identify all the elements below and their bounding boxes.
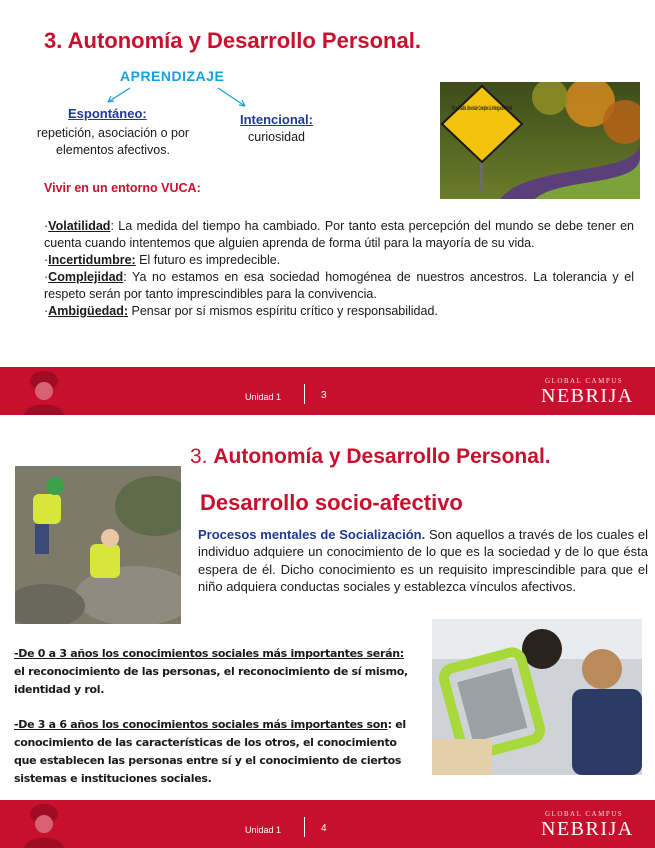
vuca-desc: El futuro es impredecible. (135, 253, 281, 267)
slide-title (190, 445, 551, 469)
age-0-3-body: el reconocimiento de las personas, el reconocimiento de sí mismo, identidad y rol. (14, 665, 408, 696)
age-3-6-body: el conocimiento de las características de los otros, el conocimiento que establecen las personas entre sí y el conocimiento de ciertos sistemas e instituciones sociales. (14, 718, 406, 785)
vuca-item: ·Complejidad: Ya no estamos en esa sociedad homogénea de nuestros ancestros. La tolerancia y el respeto serán por tanto imprescindibles para la convivencia. (44, 270, 634, 301)
age-0-3-block (14, 645, 412, 699)
children-mirror-photo (432, 619, 642, 775)
age-3-6-colon: : (387, 718, 392, 731)
slide-3 (0, 0, 655, 415)
footer-unit: Unidad 1 (245, 392, 282, 402)
vuca-term: Complejidad (48, 270, 124, 284)
procesos-term: Procesos mentales de Socialización. (198, 527, 426, 542)
vuca-desc: Pensar por sí mismos espíritu crítico y responsabilidad. (128, 304, 438, 318)
slide-4 (0, 424, 655, 848)
vuca-item: ·Ambigüedad: Pensar por sí mismos espíritu crítico y responsabilidad. (44, 304, 438, 318)
footer-page-number: 4 (321, 823, 327, 834)
vuca-desc: Ya no estamos en esa sociedad homogénea de nuestros ancestros. La tolerancia y el respeto serán por tanto imprescindibles para la convivencia. (44, 270, 634, 301)
global-campus-label: GLOBAL CAMPUS (545, 810, 624, 818)
footer-page-number: 3 (321, 390, 327, 401)
vuca-item: ·Volatilidad: La medida del tiempo ha cambiado. Por tanto esta percepción del mundo se debe tener en cuenta cuando intentemos que alguien aprenda de forma útil para la mayoría de su vida. (44, 219, 634, 250)
vuca-term: Ambigüedad: (48, 304, 129, 318)
espontaneo-description: repetición, asociación o por elementos afectivos. (36, 126, 190, 157)
vuca-heading: Vivir en un entorno VUCA: (44, 181, 201, 195)
age-3-6-heading: -De 3 a 6 años los conocimientos sociales más importantes son (14, 718, 388, 731)
slide-footer (0, 800, 655, 848)
socializacion-paragraph (198, 526, 648, 596)
sign-text: It's a Volatile Uncertain Complex & Ambiguous World (452, 105, 513, 112)
section-subtitle: Desarrollo socio-afectivo (200, 490, 463, 515)
nebrija-logo: NEBRIJA (541, 385, 634, 407)
intencional-title: Intencional: (240, 112, 313, 127)
vuca-term: Volatilidad (48, 219, 111, 233)
intencional-description: curiosidad (248, 130, 305, 144)
slide-gap (0, 415, 655, 424)
aprendizaje-heading: APRENDIZAJE (120, 68, 225, 84)
nebrija-logo: NEBRIJA (541, 818, 634, 840)
footer-divider (304, 817, 305, 837)
vuca-road-sign-image (440, 82, 640, 199)
slide-title-number: 3. (190, 445, 214, 468)
vuca-desc: La medida del tiempo ha cambiado. Por tanto esta percepción del mundo se debe tener en cuenta cuando intentemos que alguien aprenda de forma útil para la mayoría de su vida. (44, 219, 634, 250)
vuca-sep: : (110, 219, 114, 233)
slide-footer (0, 367, 655, 415)
espontaneo-title: Espontáneo: (68, 106, 147, 121)
vuca-term: Incertidumbre: (48, 253, 136, 267)
nebrija-portrait-icon (14, 367, 74, 415)
children-climbing-photo (15, 466, 181, 624)
slide-title-text: Autonomía y Desarrollo Personal. (213, 445, 551, 468)
age-0-3-heading: -De 0 a 3 años los conocimientos sociales más importantes serán: (14, 647, 404, 660)
slide-title: 3. Autonomía y Desarrollo Personal. (44, 28, 421, 53)
nebrija-portrait-icon (14, 800, 74, 848)
vuca-list (44, 218, 634, 320)
footer-divider (304, 384, 305, 404)
vuca-item: ·Incertidumbre: El futuro es impredecible. (44, 253, 281, 267)
vuca-sep: : (123, 270, 127, 284)
age-3-6-block (14, 716, 412, 788)
procesos-description: Son aquellos a través de los cuales el individuo adquiere un conocimiento de lo que es la sociedad y de lo que ésta espera de él. Dicho conocimiento es un requisito imprescindible para que el niño adquiera conductas sociales y establezca vínculos afectivos. (198, 527, 648, 595)
global-campus-label: GLOBAL CAMPUS (545, 377, 624, 385)
footer-unit: Unidad 1 (245, 825, 282, 835)
